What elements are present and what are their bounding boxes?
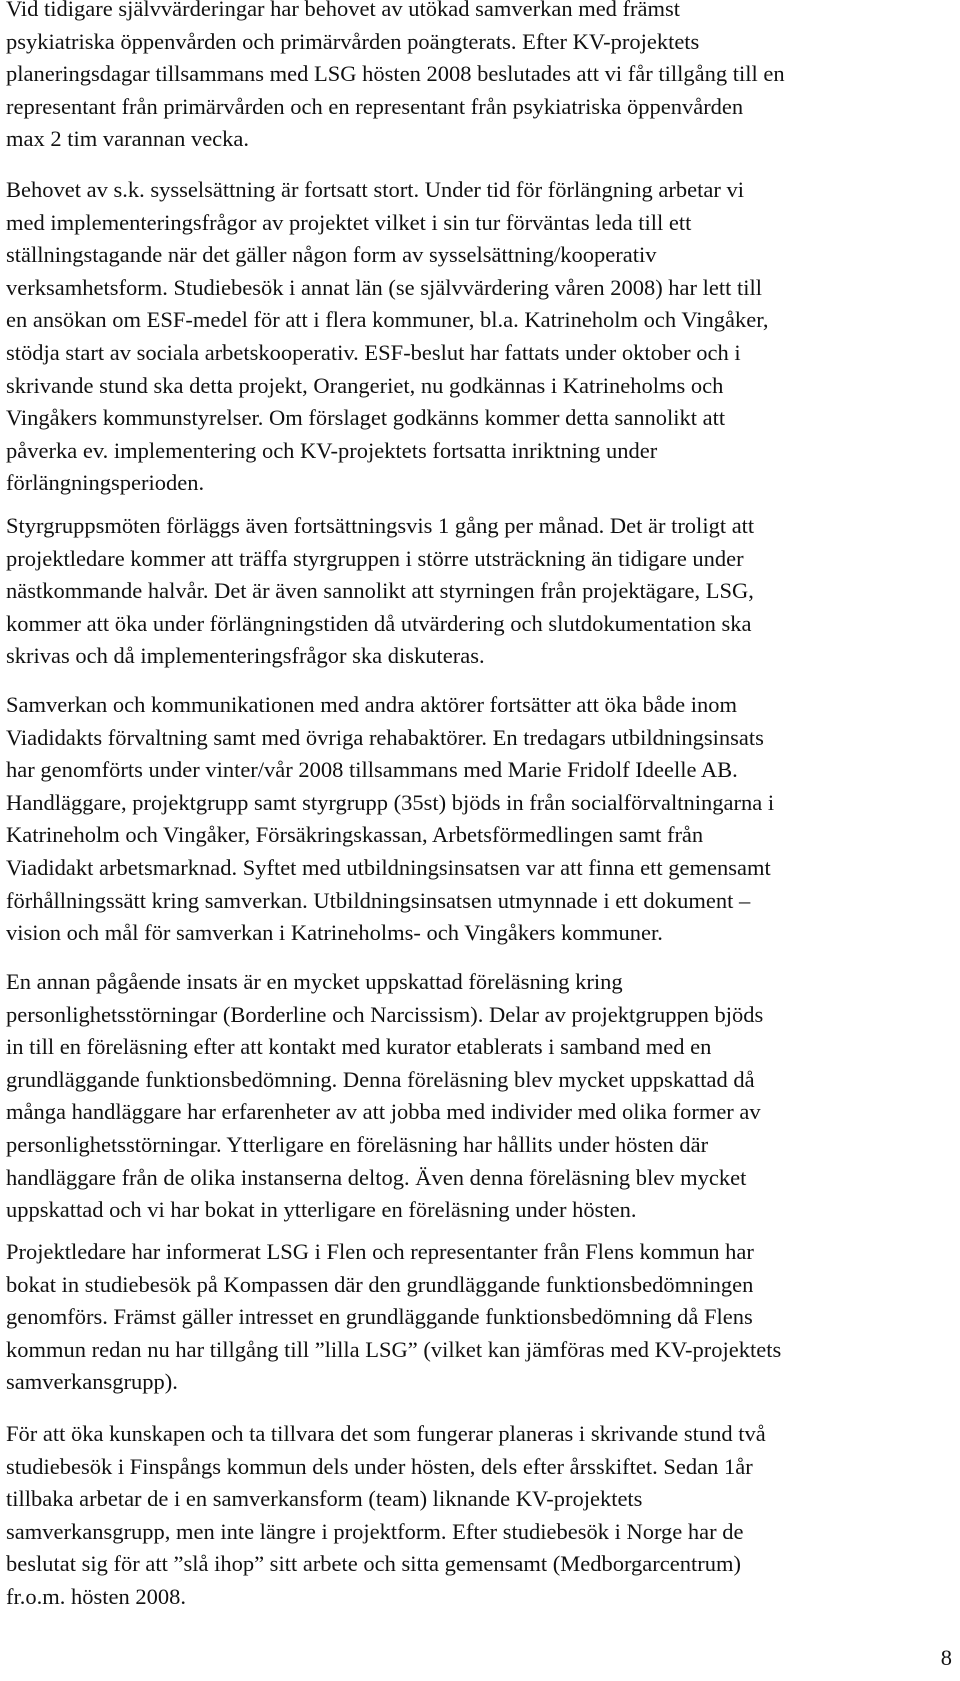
text-line: förlängningsperioden. bbox=[6, 470, 205, 496]
text-line: Samverkan och kommunikationen med andra aktörer fortsätter att öka både inom bbox=[6, 692, 738, 717]
text-line: Katrineholm och Vingåker, Försäkringskassan, Arbetsförmedlingen samt från bbox=[6, 822, 704, 848]
text-line: Styrgruppsmöten förläggs även fortsättningsvis 1 gång per månad. Det är troligt att bbox=[6, 513, 755, 538]
paragraph-7 bbox=[6, 1418, 766, 1614]
text-line: personlighetsstörningar (Borderline och Narcissism). Delar av projektgruppen bjöds bbox=[6, 1001, 764, 1027]
text-line: påverka ev. implementering och KV-projektets fortsatta inriktning under bbox=[6, 437, 658, 463]
paragraph-2 bbox=[6, 174, 768, 500]
text-line: nästkommande halvår. Det är även sannolikt att styrningen från projektägare, LSG, bbox=[6, 578, 754, 604]
paragraph-4 bbox=[6, 689, 774, 950]
text-line: max 2 tim varannan vecka. bbox=[6, 126, 250, 152]
text-line: vision och mål för samverkan i Katrineholms- och Vingåkers kommuner. bbox=[6, 920, 663, 946]
text-line: tillbaka arbetar de i en samverkansform (team) liknande KV-projektets bbox=[6, 1486, 643, 1512]
text-line: många handläggare har erfarenheter av att jobba med individer med olika former av bbox=[6, 1099, 761, 1125]
text-line: studiebesök i Finspångs kommun dels under hösten, dels efter årsskiftet. Sedan 1år bbox=[6, 1453, 753, 1479]
paragraph-1 bbox=[6, 0, 785, 156]
text-line: en ansökan om ESF-medel för att i flera kommuner, bl.a. Katrineholm och Vingåker, bbox=[6, 307, 769, 333]
text-line: planeringsdagar tillsammans med LSG hösten 2008 beslutades att vi får tillgång till en bbox=[6, 61, 785, 87]
text-line: med implementeringsfrågor av projektet vilket i sin tur förväntas leda till ett bbox=[6, 209, 692, 235]
page-number: 8 bbox=[940, 1645, 952, 1670]
text-line: Vingåkers kommunstyrelser. Om förslaget godkänns kommer detta sannolikt att bbox=[6, 405, 726, 431]
paragraph-5 bbox=[6, 966, 763, 1227]
text-line: kommer att öka under förlängningstiden då utvärdering och slutdokumentation ska bbox=[6, 610, 752, 636]
text-line: En annan pågående insats är en mycket uppskattad föreläsning kring bbox=[6, 969, 623, 994]
text-line: För att öka kunskapen och ta tillvara det som fungerar planeras i skrivande stund två bbox=[6, 1421, 766, 1446]
text-line: fr.o.m. hösten 2008. bbox=[6, 1583, 186, 1609]
text-line: Viadidakt arbetsmarknad. Syftet med utbildningsinsatsen var att finna ett gemensamt bbox=[6, 854, 771, 880]
text-line: projektledare kommer att träffa styrgruppen i större utsträckning än tidigare under bbox=[6, 545, 744, 571]
text-line: kommun redan nu har tillgång till ”lilla LSG” (vilket kan jämföras med KV-projektets bbox=[6, 1336, 782, 1362]
text-line: Handläggare, projektgrupp samt styrgrupp (35st) bjöds in från socialförvaltningarna i bbox=[6, 789, 775, 815]
text-line: ställningstagande när det gäller någon form av sysselsättning/kooperativ bbox=[6, 242, 657, 268]
text-line: beslutat sig för att ”slå ihop” sitt arbete och sitta gemensamt (Medborgarcentrum) bbox=[6, 1551, 741, 1577]
text-line: uppskattad och vi har bokat in ytterligare en föreläsning under hösten. bbox=[6, 1197, 637, 1223]
text-line: skrivande stund ska detta projekt, Orangeriet, nu godkännas i Katrineholms och bbox=[6, 372, 724, 398]
text-line: bokat in studiebesök på Kompassen där den grundläggande funktionsbedömningen bbox=[6, 1271, 754, 1297]
text-line: in till en föreläsning efter att kontakt med kurator etablerats i samband med en bbox=[6, 1034, 712, 1060]
text-line: handläggare från de olika instanserna deltog. Även denna föreläsning blev mycket bbox=[6, 1164, 747, 1190]
text-line: Viadidakts förvaltning samt med övriga rehabaktörer. En tredagars utbildningsinsats bbox=[6, 724, 764, 750]
text-line: samverkansgrupp). bbox=[6, 1369, 178, 1395]
text-line: representant från primärvården och en representant från psykiatriska öppenvården bbox=[6, 93, 744, 119]
text-line: skrivas och då implementeringsfrågor ska diskuteras. bbox=[6, 643, 485, 669]
text-line: genomförs. Främst gäller intresset en grundläggande funktionsbedömning då Flens bbox=[6, 1304, 753, 1330]
text-line: Behovet av s.k. sysselsättning är fortsatt stort. Under tid för förlängning arbetar vi bbox=[6, 177, 744, 202]
paragraph-6 bbox=[6, 1236, 781, 1399]
paragraph-3 bbox=[6, 510, 754, 673]
text-line: Projektledare har informerat LSG i Flen och representanter från Flens kommun har bbox=[6, 1239, 754, 1264]
text-line: har genomförts under vinter/vår 2008 tillsammans med Marie Fridolf Ideelle AB. bbox=[6, 757, 738, 783]
text-line: verksamhetsform. Studiebesök i annat län (se självvärdering våren 2008) har lett till bbox=[6, 274, 763, 300]
text-line: samverkansgrupp, men inte längre i projektform. Efter studiebesök i Norge har de bbox=[6, 1518, 744, 1544]
text-line: stödja start av sociala arbetskooperativ. ESF-beslut har fattats under oktober och i bbox=[6, 339, 741, 365]
text-line: psykiatriska öppenvården och primärvården poängterats. Efter KV-projektets bbox=[6, 28, 700, 54]
text-line: personlighetsstörningar. Ytterligare en föreläsning har hållits under hösten där bbox=[6, 1131, 709, 1157]
text-line: Vid tidigare självvärderingar har behovet av utökad samverkan med främst bbox=[6, 0, 681, 21]
text-line: förhållningssätt kring samverkan. Utbildningsinsatsen utmynnade i ett dokument – bbox=[6, 887, 751, 913]
text-line: grundläggande funktionsbedömning. Denna föreläsning blev mycket uppskattad då bbox=[6, 1066, 755, 1092]
